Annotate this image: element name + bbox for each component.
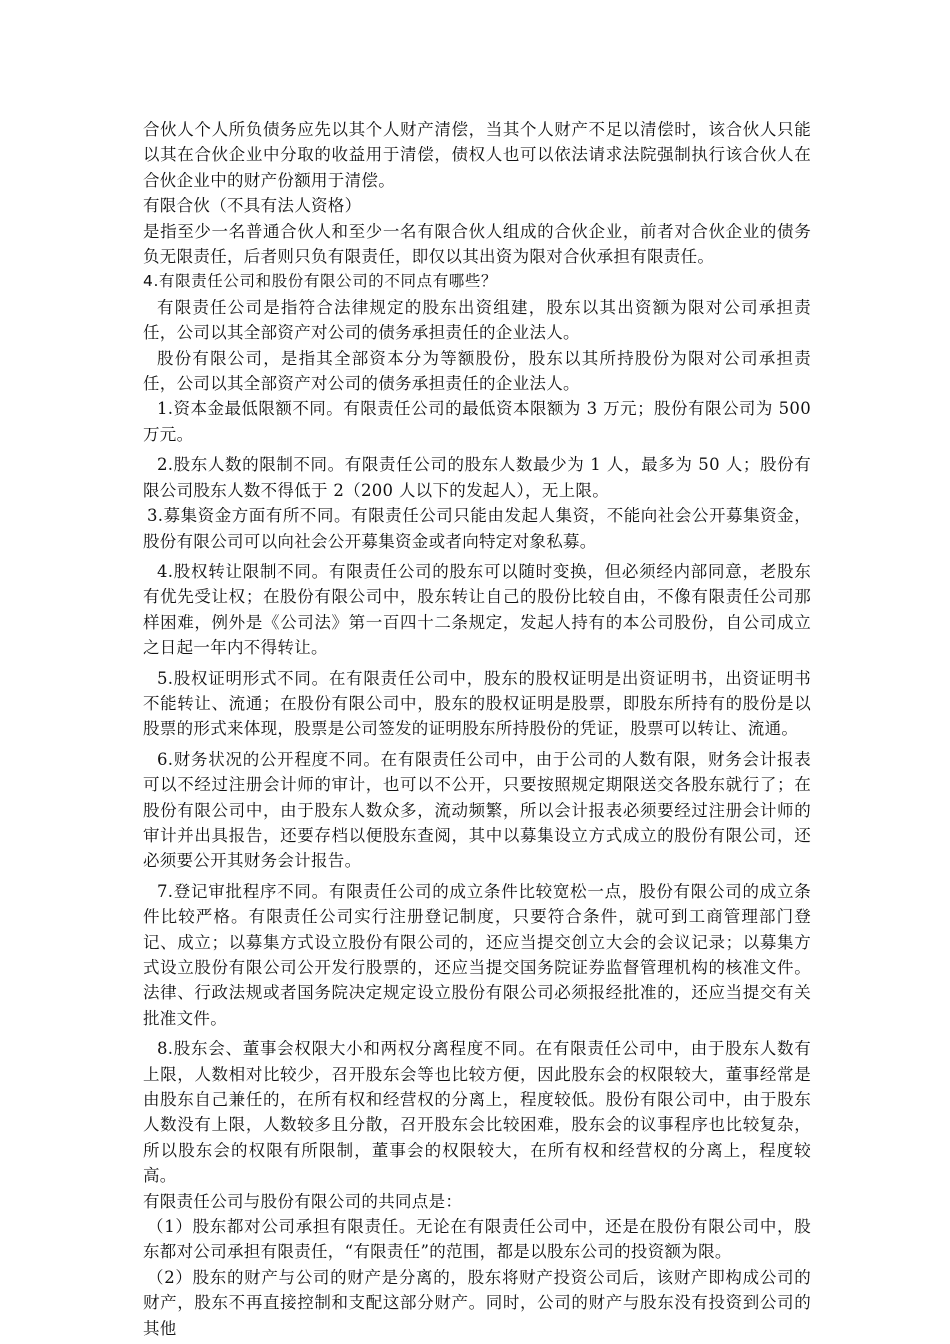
list-item-difference-6: 6.财务状况的公开程度不同。在有限责任公司中，由于公司的人数有限，财务会计报表可以不经过注册会计师的审计，也可以不公开，只要按照规定期限送交各股东就行了；在股份有限公司中，由于股东人数众多，流动频繁，所以会计报表必须要经过注册会计师的审计并出具报告，还要存档以便股东查阅，其中以募集设立方式成立的股份有限公司，还必须要公开其财务会计报告。 xyxy=(143,749,811,871)
heading-limited-partnership: 有限合伙（不具有法人资格） xyxy=(143,196,362,216)
paragraph-joint-stock-definition: 股份有限公司，是指其全部资本分为等额股份，股东以其所持股份为限对公司承担责任，公司以其全部资产对公司的债务承担责任的企业法人。 xyxy=(143,348,811,394)
list-item-common-1: （1）股东都对公司承担有限责任。无论在有限责任公司中，还是在股份有限公司中，股东都对公司承担有限责任，“有限责任”的范围，都是以股东公司的投资额为限。 xyxy=(143,1217,811,1262)
section-heading-differences: 4.有限责任公司和股份有限公司的不同点有哪些？ xyxy=(143,272,498,291)
list-item-difference-2: 2.股东人数的限制不同。有限责任公司的股东人数最少为 1 人，最多为 50 人；股份有限公司股东人数不得低于 2（200 人以下的发起人），无上限。 xyxy=(143,455,811,500)
list-item-difference-1: 1.资本金最低限额不同。有限责任公司的最低资本限额为 3 万元；股份有限公司为 500 万元。 xyxy=(143,399,811,444)
list-item-difference-7: 7.登记审批程序不同。有限责任公司的成立条件比较宽松一点，股份有限公司的成立条件比较严格。有限责任公司实行注册登记制度，只要符合条件，就可到工商管理部门登记、成立；以募集方式设立股份有限公司的，还应当提交创立大会的会议记录；以募集方式设立股份有限公司公开发行股票的，还应当提交国务院证券监督管理机构的核准文件。法律、行政法规或者国务院决定规定设立股份有限公司必须报经批准的，还应当提交有关批准文件。 xyxy=(143,881,811,1028)
list-item-difference-4: 4.股权转让限制不同。有限责任公司的股东可以随时变换，但必须经内部同意，老股东有优先受让权；在股份有限公司中，股东转让自己的股份比较自由，不像有限责任公司那样困难，例外是《公司法》第一百四十二条规定，发起人持有的本公司股份，自公司成立之日起一年内不得转让。 xyxy=(143,561,811,658)
list-item-difference-5: 5.股权证明形式不同。在有限责任公司中，股东的股权证明是出资证明书，出资证明书不能转让、流通；在股份有限公司中，股东的股权证明是股票，即股东所持有的股份是以股票的形式来体现，股票是公司签发的证明股东所持股份的凭证，股票可以转让、流通。 xyxy=(143,668,811,739)
document-body xyxy=(143,117,811,1341)
paragraph-limited-partnership-definition: 是指至少一名普通合伙人和至少一名有限合伙人组成的合伙企业，前者对合伙企业的债务负无限责任，后者则只负有限责任，即仅以其出资为限对合伙承担有限责任。 xyxy=(143,221,811,267)
paragraph-partner-debt: 合伙人个人所负债务应先以其个人财产清偿，当其个人财产不足以清偿时，该合伙人只能以其在合伙企业中分取的收益用于清偿，债权人也可以依法请求法院强制执行该合伙人在合伙企业中的财产份额用于清偿。 xyxy=(143,120,811,190)
list-item-difference-8: 8.股东会、董事会权限大小和两权分离程度不同。在有限责任公司中，由于股东人数有上限，人数相对比较少，召开股东会等也比较方便，因此股东会的权限较大，董事经常是由股东自己兼任的，在所有权和经营权的分离上，程度较低。股份有限公司中，由于股东人数没有上限，人数较多且分散，召开股东会比较困难，股东会的议事程序也比较复杂，所以股东会的权限有所限制，董事会的权限较大，在所有权和经营权的分离上，程度较高。 xyxy=(143,1039,811,1186)
heading-common-points: 有限责任公司与股份有限公司的共同点是： xyxy=(143,1191,463,1211)
list-item-common-2: （2）股东的财产与公司的财产是分离的，股东将财产投资公司后，该财产即构成公司的财产，股东不再直接控制和支配这部分财产。同时，公司的财产与股东没有投资到公司的其他 xyxy=(143,1267,811,1338)
paragraph-llc-definition: 有限责任公司是指符合法律规定的股东出资组建，股东以其出资额为限对公司承担责任，公司以其全部资产对公司的债务承担责任的企业法人。 xyxy=(143,297,811,343)
list-item-difference-3: 3.募集资金方面有所不同。有限责任公司只能由发起人集资，不能向社会公开募集资金，股份有限公司可以向社会公开募集资金或者向特定对象私募。 xyxy=(143,506,811,551)
